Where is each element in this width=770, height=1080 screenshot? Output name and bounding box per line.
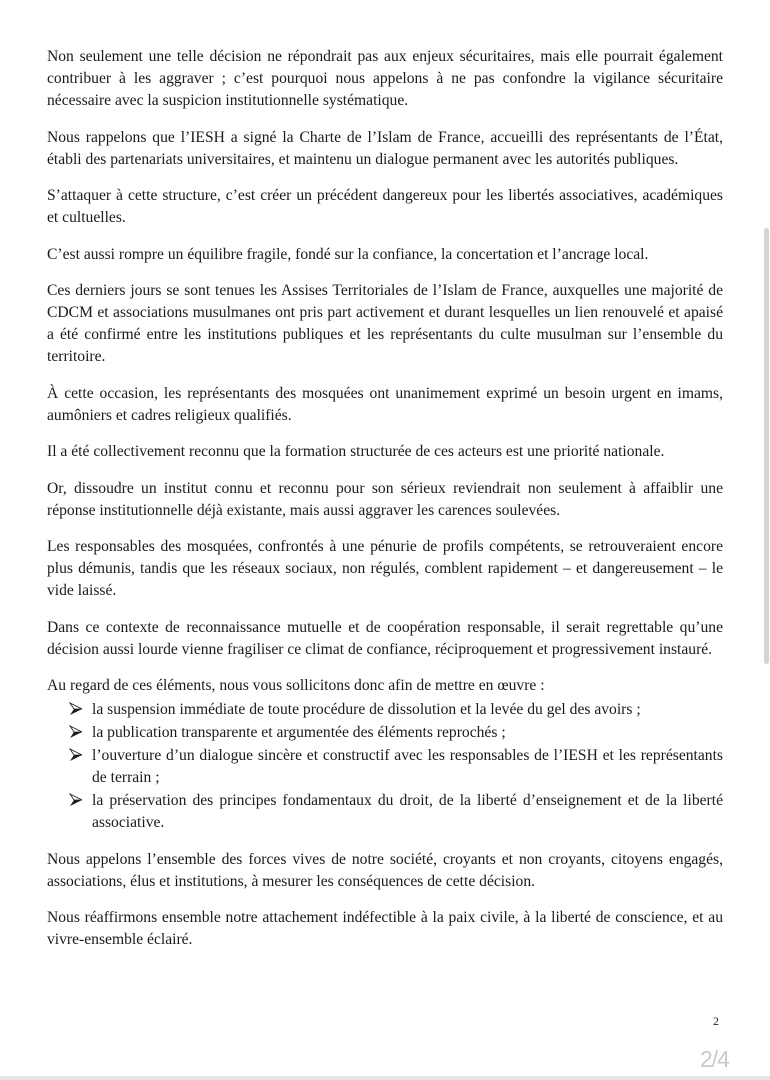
arrowhead-bullet-icon (69, 702, 83, 716)
paragraph-urgent-need: À cette occasion, les représentants des mosquées ont unanimement exprimé un besoin urgent en imams, aumôniers et cadres religieux qualifiés. (47, 384, 723, 424)
demand-item (47, 699, 723, 721)
paragraph-national-priority: Il a été collectivement reconnu que la formation structurée de ces acteurs est une priorité nationale. (47, 443, 665, 460)
demand-text: la publication transparente et argumentée des éléments reprochés ; (92, 724, 506, 741)
arrowhead-bullet-icon (69, 793, 83, 807)
demand-item (47, 722, 723, 744)
bottom-divider (0, 1076, 770, 1080)
arrowhead-bullet-icon (69, 725, 83, 739)
paragraph-iesh-charter: Nous rappelons que l’IESH a signé la Charte de l’Islam de France, accueilli des représentants de l’État, établi des partenariats universitaires, et maintenu un dialogue permanent avec les autorités publiques. (47, 128, 723, 168)
document-body (47, 46, 723, 966)
paragraph-mosque-leaders: Les responsables des mosquées, confrontés à une pénurie de profils compétents, se retrouveraient encore plus démunis, tandis que les réseaux sociaux, non régulés, comblent rapidement – et dangereusement – le vide laissé. (47, 538, 723, 599)
demands-list (47, 699, 723, 834)
demand-item (47, 745, 723, 789)
vertical-scrollbar[interactable] (764, 228, 769, 664)
demand-item (47, 790, 723, 834)
page-number: 2 (713, 1014, 719, 1028)
paragraph-security-stakes: Non seulement une telle décision ne répondrait pas aux enjeux sécuritaires, mais elle pourrait également contribuer à les aggraver ; c’est pourquoi nous appelons à ne pas confondre la vigilance sécuritaire nécessaire avec la suspicion institutionnelle systématique. (47, 48, 723, 109)
list-intro: Au regard de ces éléments, nous vous sollicitons donc afin de mettre en œuvre : (47, 677, 545, 694)
paragraph-call-to-society: Nous appelons l’ensemble des forces vives de notre société, croyants et non croyants, citoyens engagés, associations, élus et institutions, à mesurer les conséquences de cette décision. (47, 850, 723, 890)
demand-text: la préservation des principes fondamentaux du droit, de la liberté d’enseignement et de la liberté associative. (92, 792, 723, 831)
paragraph-reaffirmation: Nous réaffirmons ensemble notre attachement indéfectible à la paix civile, à la liberté de conscience, et au vivre-ensemble éclairé. (47, 909, 723, 948)
paragraph-territorial-assizes: Ces derniers jours se sont tenues les Assises Territoriales de l’Islam de France, auxquelles une majorité de CDCM et associations musulmanes ont pris part activement et durant lesquelles un lien renouvelé et apaisé a été confirmé entre les institutions publiques et les représentants du culte musulman sur l’ensemble du territoire. (47, 282, 723, 365)
paragraph-fragile-balance: C’est aussi rompre un équilibre fragile, fondé sur la confiance, la concertation et l’ancrage local. (47, 245, 649, 263)
paragraph-mutual-recognition: Dans ce contexte de reconnaissance mutuelle et de coopération responsable, il serait regrettable qu’une décision aussi lourde vienne fragiliser ce climat de confiance, réciproquement et progressivement instauré. (47, 618, 723, 658)
arrowhead-bullet-icon (69, 748, 83, 762)
demand-text: la suspension immédiate de toute procédure de dissolution et la levée du gel des avoirs ; (92, 701, 641, 718)
paragraph-dangerous-precedent: S’attaquer à cette structure, c’est créer un précédent dangereux pour les libertés associatives, académiques et cultuelles. (47, 187, 723, 226)
paragraph-dissolution-effects: Or, dissoudre un institut connu et reconnu pour son sérieux reviendrait non seulement à affaiblir une réponse institutionnelle déjà existante, mais aussi aggraver les carences soulevées. (47, 479, 723, 519)
page-counter: 2/4 (700, 1046, 729, 1072)
demand-text: l’ouverture d’un dialogue sincère et constructif avec les responsables de l’IESH et les représentants de terrain ; (92, 747, 723, 786)
